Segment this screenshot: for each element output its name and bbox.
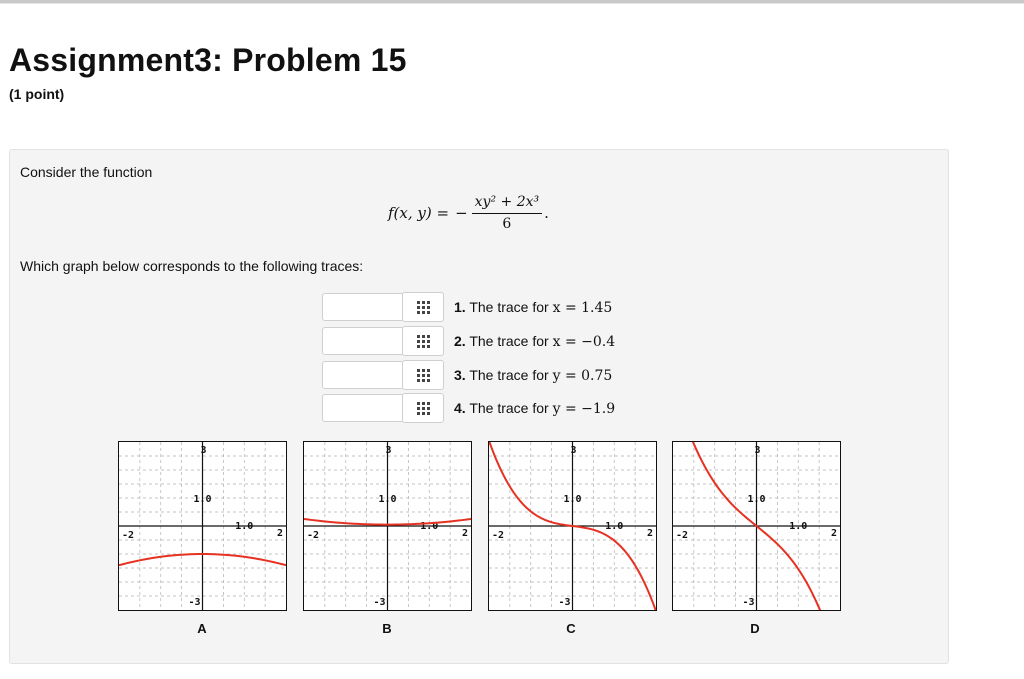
trace-math-2: x = −0.4 — [552, 333, 616, 350]
function-formula — [388, 194, 549, 232]
tick-label-ymin: -3 — [188, 597, 201, 608]
points-label: (1 point) — [9, 86, 65, 102]
answer-input-4[interactable] — [322, 394, 404, 422]
graph-label-a: A — [197, 621, 207, 636]
answer-select-3[interactable] — [402, 360, 444, 390]
graph-c[interactable] — [488, 441, 657, 611]
graph-label-c: C — [566, 621, 576, 636]
graph-a[interactable] — [118, 441, 287, 611]
page-title: Assignment3: Problem 15 — [9, 42, 407, 78]
tick-label-xmax: 2 — [646, 528, 653, 539]
trace-math-1: x = 1.45 — [552, 299, 613, 316]
grid-icon — [417, 402, 430, 415]
question-text: Which graph below corresponds to the following traces: — [20, 258, 364, 274]
answer-row-4 — [322, 392, 615, 424]
tick-label-xmid: 1.0 — [420, 521, 439, 532]
tick-label-xmin: -2 — [676, 530, 689, 541]
graph-b[interactable] — [303, 441, 472, 611]
tick-label-ymin: -3 — [742, 597, 755, 608]
tick-label-xmid: 1.0 — [235, 521, 254, 532]
tick-label-ymid: 1.0 — [193, 494, 212, 505]
answer-row-3 — [322, 359, 612, 391]
tick-label-xmax: 2 — [830, 528, 837, 539]
tick-label-xmid: 1.0 — [789, 521, 808, 532]
graph-label-d: D — [750, 621, 760, 636]
answer-select-4[interactable] — [402, 393, 444, 423]
trace-text-2: The trace for — [469, 332, 549, 349]
answer-select-2[interactable] — [402, 326, 444, 356]
tick-label-xmin: -2 — [492, 530, 505, 541]
intro-text: Consider the function — [20, 164, 153, 180]
answer-input-1[interactable] — [322, 293, 404, 321]
answer-input-3[interactable] — [322, 361, 404, 389]
tick-label-ymid: 1.0 — [378, 494, 397, 505]
trace-text-4: The trace for — [469, 399, 549, 416]
trace-math-4: y = −1.9 — [552, 400, 616, 417]
formula-lhs: f(x, y) = — [388, 204, 450, 222]
trace-number-4: 4. — [454, 399, 466, 416]
trace-text-3: The trace for — [469, 366, 549, 383]
tick-label-ymin: -3 — [558, 597, 571, 608]
tick-label-ymax: 3 — [754, 445, 761, 456]
formula-fraction — [472, 194, 542, 232]
tick-label-xmid: 1.0 — [605, 521, 624, 532]
formula-sign: − — [455, 204, 468, 222]
problem-panel — [9, 149, 949, 664]
trace-label-4 — [454, 400, 615, 417]
formula-period: . — [544, 204, 549, 222]
answer-input-2[interactable] — [322, 327, 404, 355]
formula-numerator: xy² + 2x³ — [472, 194, 542, 214]
formula-denominator: 6 — [502, 216, 512, 232]
trace-label-3 — [454, 367, 612, 384]
grid-icon — [417, 335, 430, 348]
answer-select-1[interactable] — [402, 292, 444, 322]
answer-row-1 — [322, 291, 612, 323]
answer-row-2 — [322, 325, 615, 357]
grid-icon — [417, 301, 430, 314]
tick-label-xmin: -2 — [122, 530, 135, 541]
tick-label-ymax: 3 — [385, 445, 392, 456]
tick-label-ymax: 3 — [200, 445, 207, 456]
tick-label-xmax: 2 — [276, 528, 283, 539]
trace-number-1: 1. — [454, 298, 466, 315]
tick-label-ymin: -3 — [373, 597, 386, 608]
graph-label-b: B — [382, 621, 392, 636]
trace-math-3: y = 0.75 — [552, 367, 613, 384]
tick-label-ymid: 1.0 — [747, 494, 766, 505]
graph-d[interactable] — [672, 441, 841, 611]
trace-number-3: 3. — [454, 366, 466, 383]
trace-label-2 — [454, 333, 615, 350]
trace-label-1 — [454, 299, 612, 316]
tick-label-ymid: 1.0 — [563, 494, 582, 505]
trace-text-1: The trace for — [469, 298, 549, 315]
tick-label-xmax: 2 — [461, 528, 468, 539]
top-border — [0, 0, 1024, 4]
tick-label-xmin: -2 — [307, 530, 320, 541]
grid-icon — [417, 369, 430, 382]
tick-label-ymax: 3 — [570, 445, 577, 456]
trace-number-2: 2. — [454, 332, 466, 349]
